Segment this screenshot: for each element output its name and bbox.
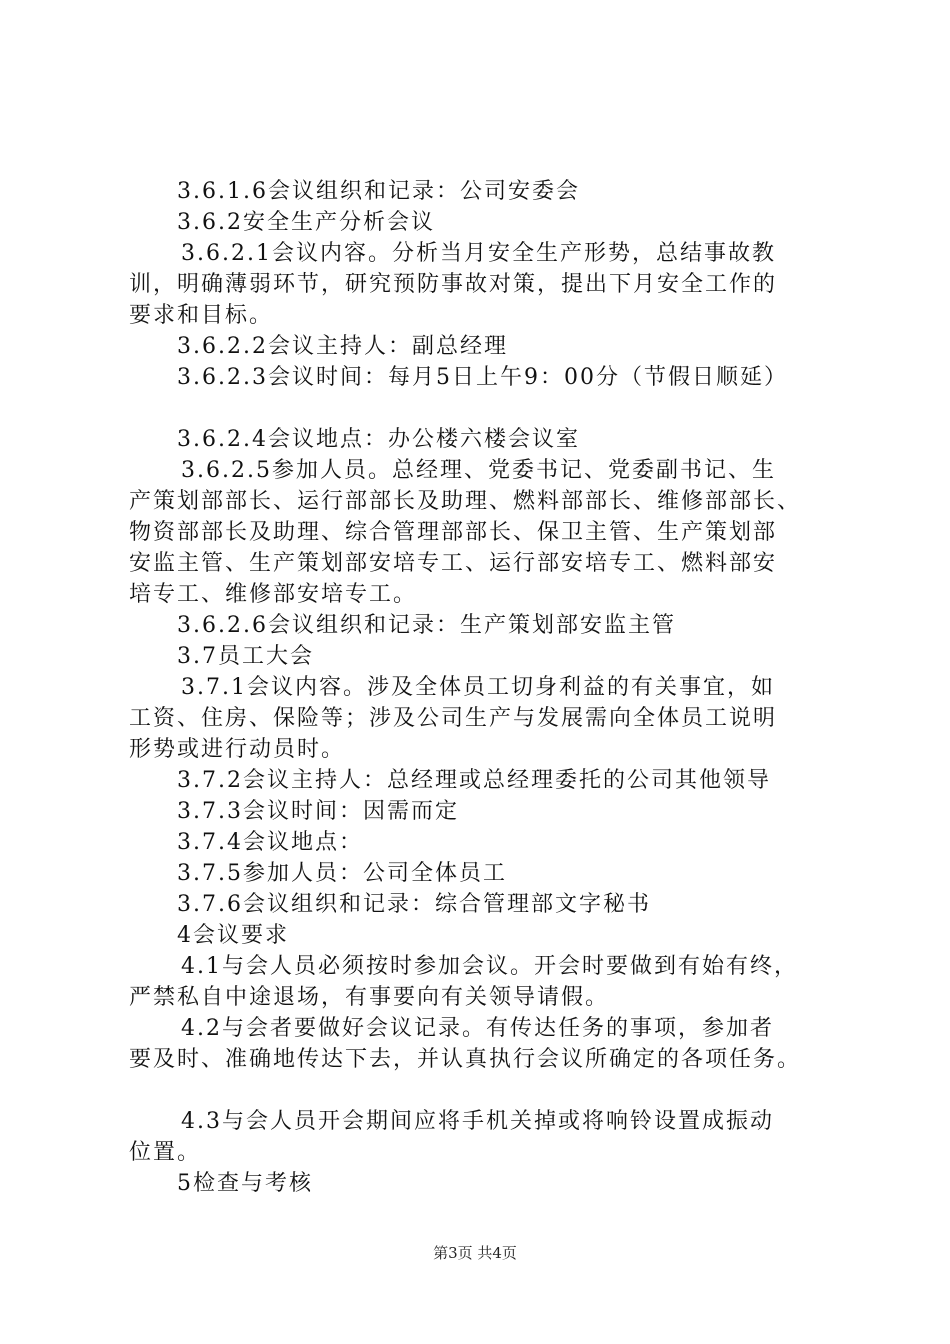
text-line: 3.6.2.2会议主持人：副总经理 <box>177 334 508 359</box>
text-line: 3.6.2.6会议组织和记录：生产策划部安监主管 <box>177 613 676 638</box>
text-line: 3.7.2会议主持人：总经理或总经理委托的公司其他领导 <box>177 768 771 793</box>
text-line: 要求和目标。 <box>129 303 274 328</box>
text-line: 要及时、准确地传达下去，并认真执行会议所确定的各项任务。 <box>129 1047 802 1072</box>
text-line: 3.7.1会议内容。涉及全体员工切身利益的有关事宜，如 <box>181 675 775 700</box>
text-line: 培专工、维修部安培专工。 <box>129 582 418 607</box>
text-line: 工资、住房、保险等；涉及公司生产与发展需向全体员工说明 <box>129 706 778 731</box>
text-line: 3.7.4会议地点： <box>177 830 363 855</box>
text-line: 3.7.3会议时间：因需而定 <box>177 799 459 824</box>
text-line: 3.6.2.1会议内容。分析当月安全生产形势，总结事故教 <box>181 241 776 266</box>
text-line: 产策划部部长、运行部部长及助理、燃料部部长、维修部部长、 <box>129 489 802 514</box>
text-line: 训，明确薄弱环节，研究预防事故对策，提出下月安全工作的 <box>129 272 778 297</box>
document-body <box>129 176 829 1199</box>
section-heading: 3.6.2安全生产分析会议 <box>177 210 435 235</box>
text-line: 3.7.6会议组织和记录：综合管理部文字秘书 <box>177 892 651 917</box>
text-line: 4.3与会人员开会期间应将手机关掉或将响铃设置成振动 <box>181 1109 774 1134</box>
text-line: 形势或进行动员时。 <box>129 737 346 762</box>
text-line: 4.2与会者要做好会议记录。有传达任务的事项，参加者 <box>181 1016 774 1041</box>
text-line: 安监主管、生产策划部安培专工、运行部安培专工、燃料部安 <box>129 551 778 576</box>
section-heading: 5检查与考核 <box>177 1171 313 1196</box>
text-line: 严禁私自中途退场，有事要向有关领导请假。 <box>129 985 610 1010</box>
section-heading: 3.7员工大会 <box>177 644 314 669</box>
text-line: 3.7.5参加人员：公司全体员工 <box>177 861 507 886</box>
text-line: 3.6.1.6会议组织和记录：公司安委会 <box>177 179 580 204</box>
text-line: 物资部部长及助理、综合管理部部长、保卫主管、生产策划部 <box>129 520 778 545</box>
blank-line <box>129 1075 829 1106</box>
text-line: 3.6.2.4会议地点：办公楼六楼会议室 <box>177 427 580 452</box>
text-line: 4.1与会人员必须按时参加会议。开会时要做到有始有终， <box>181 954 798 979</box>
page-number-footer: 第3页 共4页 <box>433 1244 517 1262</box>
text-line: 3.6.2.5参加人员。总经理、党委书记、党委副书记、生 <box>181 458 776 483</box>
text-line: 3.6.2.3会议时间：每月5日上午9：00分（节假日顺延） <box>177 365 788 390</box>
section-heading: 4会议要求 <box>177 923 289 948</box>
text-line: 位置。 <box>129 1140 202 1165</box>
blank-line <box>129 393 829 424</box>
